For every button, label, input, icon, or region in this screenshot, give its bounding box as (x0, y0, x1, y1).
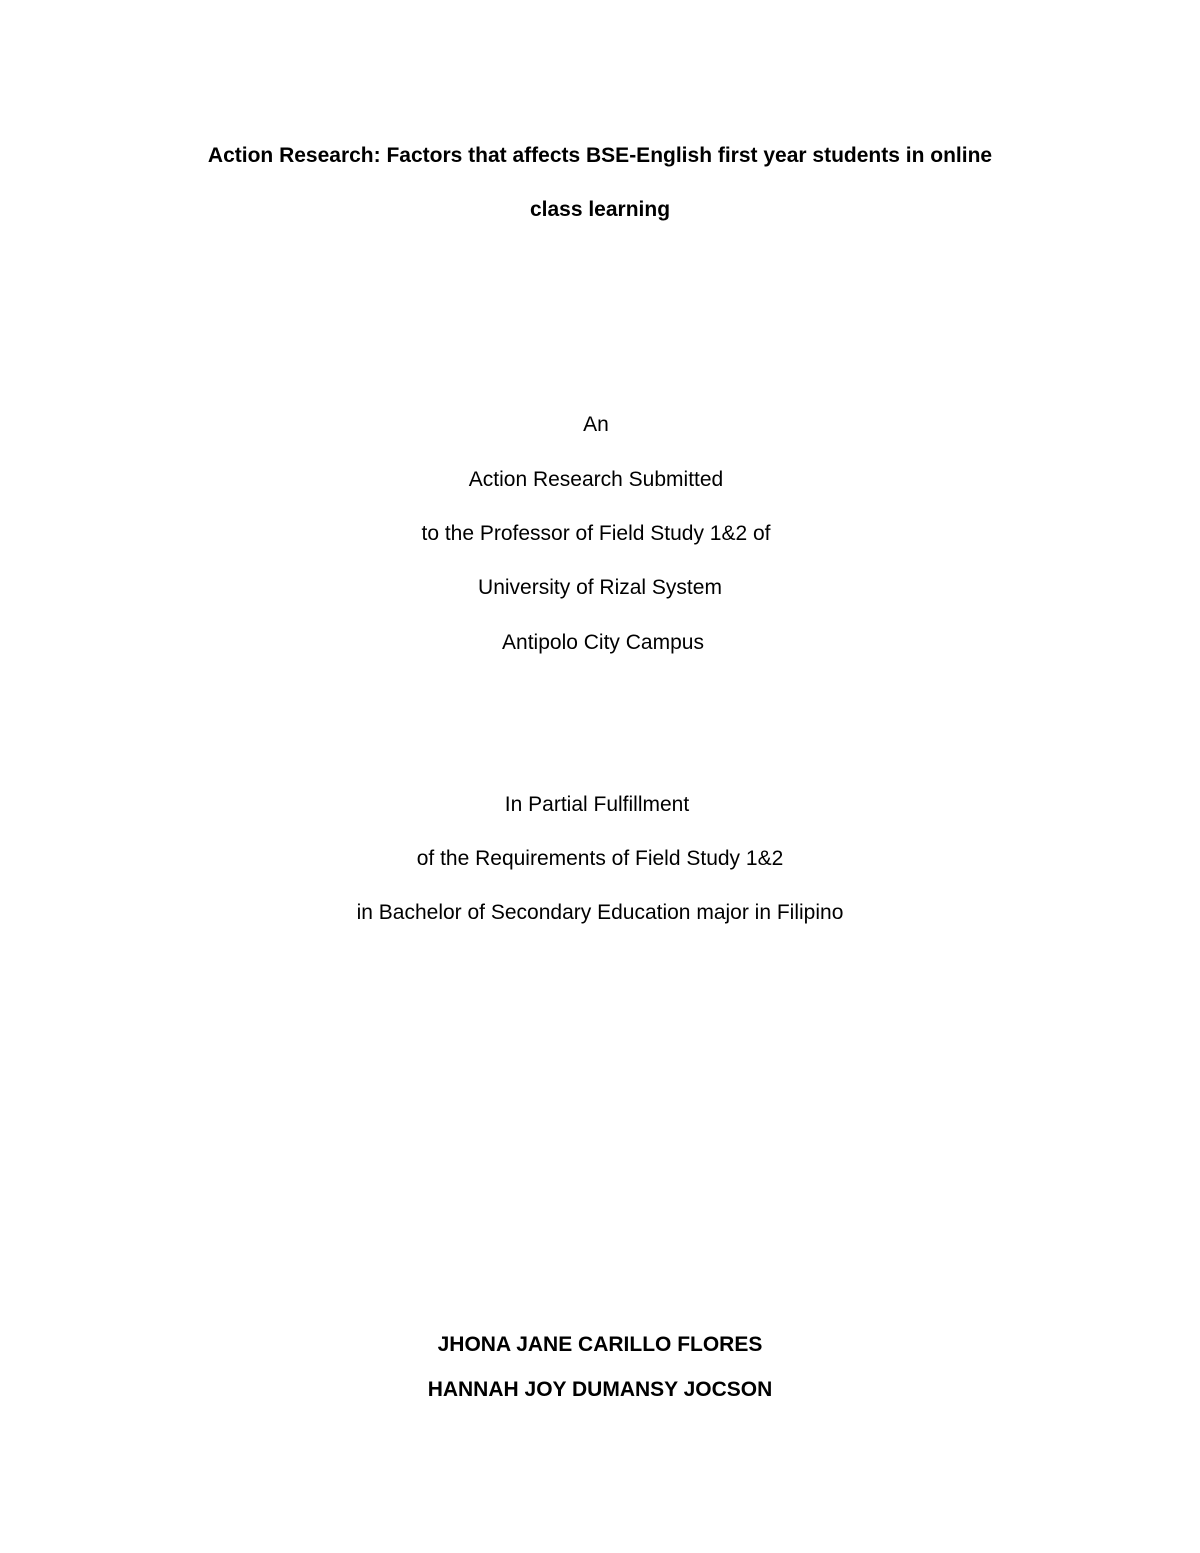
author-name: HANNAH JOY DUMANSY JOCSON (427, 1378, 773, 1401)
fulfillment-line: In Partial Fulfillment (504, 793, 690, 816)
submission-line: Action Research Submitted (468, 468, 724, 491)
fulfillment-line: of the Requirements of Field Study 1&2 (416, 847, 784, 870)
title-line: Action Research: Factors that affects BSE-English first year students in online (207, 144, 993, 167)
submission-line: to the Professor of Field Study 1&2 of (421, 522, 771, 545)
degree-line: in Bachelor of Secondary Education major in Filipino (356, 901, 844, 924)
institution-name: University of Rizal System (478, 576, 722, 599)
submission-line: An (583, 413, 609, 436)
author-name: JHONA JANE CARILLO FLORES (437, 1333, 763, 1356)
campus-name: Antipolo City Campus (502, 631, 704, 654)
title-line: class learning (529, 198, 671, 221)
